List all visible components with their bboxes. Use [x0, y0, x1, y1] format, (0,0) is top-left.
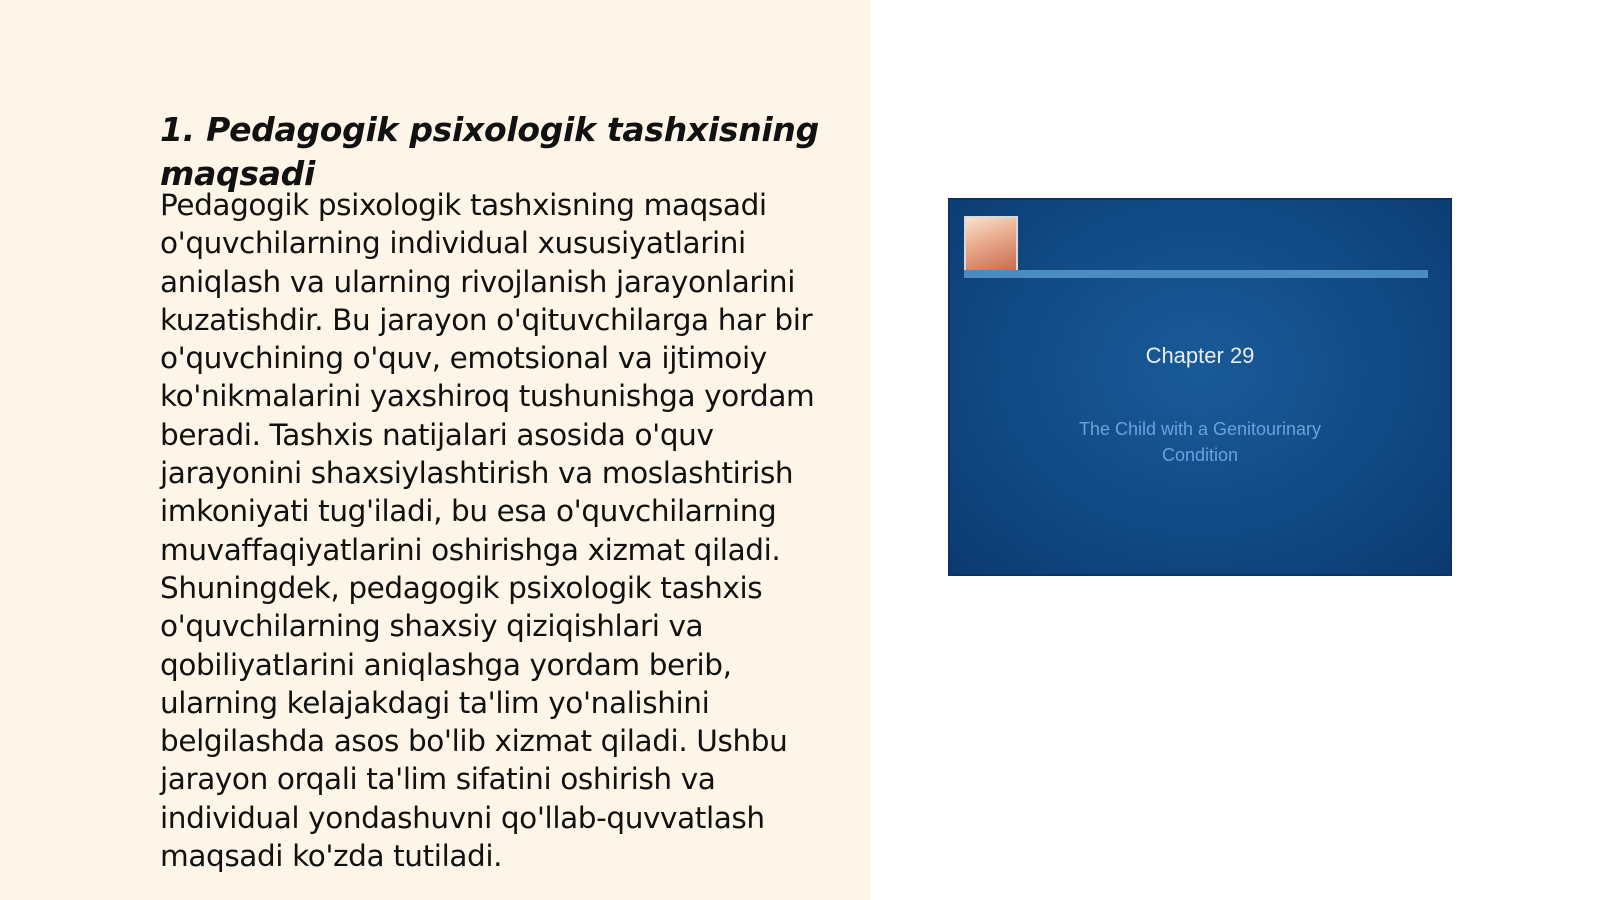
slide-thumbnail-photo	[964, 216, 1018, 272]
body-paragraph: Pedagogik psixologik tashxisning maqsadi o'quvchilarning individual xususiyatlarini aniqlash va ularning rivojlanish jarayonlarini kuzatishdir. Bu jarayon o'qituvchilarga har bir o'quvchining o'quv, emotsional va ijtimoiy ko'nikmalarini yaxshiroq tushunishga yordam beradi. Tashxis natijalari asosida o'quv jarayonini shaxsiylashtirish va moslashtirish imkoniyati tug'iladi, bu esa o'quvchilarning muvaffaqiyatlarini oshirishga xizmat qiladi. Shuningdek, pedagogik psixologik tashxis o'quvchilarning shaxsiy qiziqishlari va qobiliyatlarini aniqlashga yordam berib, ularning kelajakdagi ta'lim yo'nalishini belgilashda asos bo'lib xizmat qiladi. Ushbu jarayon orqali ta'lim sifatini oshirish va individual yondashuvni qo'llab-quvvatlash maqsadi ko'zda tutiladi.	[160, 188, 815, 874]
slide-header-rule	[964, 270, 1428, 278]
chapter-slide-image	[950, 200, 1450, 574]
slide-chapter-title: Chapter 29	[1145, 343, 1255, 368]
slide-subtitle: The Child with a Genitourinary Condition	[1078, 419, 1322, 465]
page-title: 1. Pedagogik psixologik tashxisning maqsadi	[160, 110, 819, 193]
